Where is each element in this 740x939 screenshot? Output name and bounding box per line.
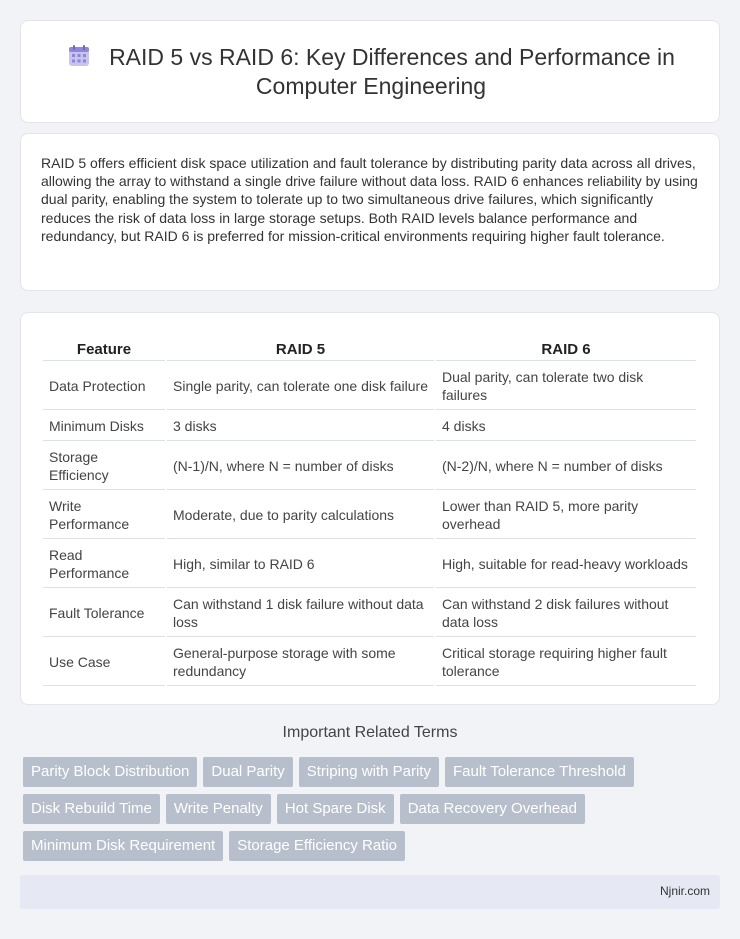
related-term-tag[interactable]: Disk Rebuild Time xyxy=(23,794,160,824)
related-terms-list xyxy=(23,757,723,868)
table-row xyxy=(43,443,696,490)
related-term-tag[interactable]: Parity Block Distribution xyxy=(23,757,197,787)
raid5-cell: High, similar to RAID 6 xyxy=(167,541,434,588)
table-row xyxy=(43,363,696,410)
table-row xyxy=(43,590,696,637)
related-term-tag[interactable]: Minimum Disk Requirement xyxy=(23,831,223,861)
raid6-cell: Lower than RAID 5, more parity overhead xyxy=(436,492,696,539)
footer xyxy=(20,875,720,909)
related-term-tag[interactable]: Striping with Parity xyxy=(299,757,439,787)
raid5-cell: Moderate, due to parity calculations xyxy=(167,492,434,539)
related-term-tag[interactable]: Dual Parity xyxy=(203,757,292,787)
related-term-tag[interactable]: Hot Spare Disk xyxy=(277,794,394,824)
related-term-tag[interactable]: Write Penalty xyxy=(166,794,271,824)
raid6-cell: Can withstand 2 disk failures without data loss xyxy=(436,590,696,637)
table-row xyxy=(43,492,696,539)
site-name[interactable]: Njnir.com xyxy=(659,884,710,898)
intro-paragraph: RAID 5 offers efficient disk space utilization and fault tolerance by distributing parity data across all drives, allowing the array to withstand a single drive failure without data loss. RAID 6 enhances reliability by using dual parity, enabling the system to tolerate up to two simultaneous drive failures, which significantly reduces the risk of data loss in large storage setups. Both RAID levels balance performance and redundancy, but RAID 6 is preferred for mission-critical environments requiring higher fault tolerance. xyxy=(41,155,698,244)
page-title-text: RAID 5 vs RAID 6: Key Differences and Performance in Computer Engineering xyxy=(109,44,675,99)
feature-cell: Data Protection xyxy=(43,363,165,410)
header-feature: Feature xyxy=(43,337,165,361)
table-header-row xyxy=(43,337,696,361)
comparison-table xyxy=(41,335,698,688)
table-row xyxy=(43,412,696,441)
raid6-cell: (N-2)/N, where N = number of disks xyxy=(436,443,696,490)
feature-cell: Storage Efficiency xyxy=(43,443,165,490)
raid5-cell: General-purpose storage with some redundancy xyxy=(167,639,434,686)
related-term-tag[interactable]: Data Recovery Overhead xyxy=(400,794,585,824)
feature-cell: Read Performance xyxy=(43,541,165,588)
raid5-cell: (N-1)/N, where N = number of disks xyxy=(167,443,434,490)
comparison-table-card xyxy=(20,312,720,705)
header-raid6: RAID 6 xyxy=(436,337,696,361)
related-terms-title: Important Related Terms xyxy=(282,724,458,741)
page-title xyxy=(21,43,721,101)
feature-cell: Use Case xyxy=(43,639,165,686)
raid6-cell: Critical storage requiring higher fault tolerance xyxy=(436,639,696,686)
raid5-cell: Can withstand 1 disk failure without data loss xyxy=(167,590,434,637)
related-term-tag[interactable]: Storage Efficiency Ratio xyxy=(229,831,405,861)
header-raid5: RAID 5 xyxy=(167,337,434,361)
title-card xyxy=(20,20,720,123)
raid5-cell: Single parity, can tolerate one disk failure xyxy=(167,363,434,410)
table-row xyxy=(43,541,696,588)
intro-card xyxy=(20,133,720,291)
raid6-cell: 4 disks xyxy=(436,412,696,441)
table-row xyxy=(43,639,696,686)
raid5-cell: 3 disks xyxy=(167,412,434,441)
feature-cell: Write Performance xyxy=(43,492,165,539)
calendar-grid-icon xyxy=(67,44,91,68)
raid6-cell: High, suitable for read-heavy workloads xyxy=(436,541,696,588)
feature-cell: Minimum Disks xyxy=(43,412,165,441)
related-term-tag[interactable]: Fault Tolerance Threshold xyxy=(445,757,634,787)
feature-cell: Fault Tolerance xyxy=(43,590,165,637)
raid6-cell: Dual parity, can tolerate two disk failures xyxy=(436,363,696,410)
